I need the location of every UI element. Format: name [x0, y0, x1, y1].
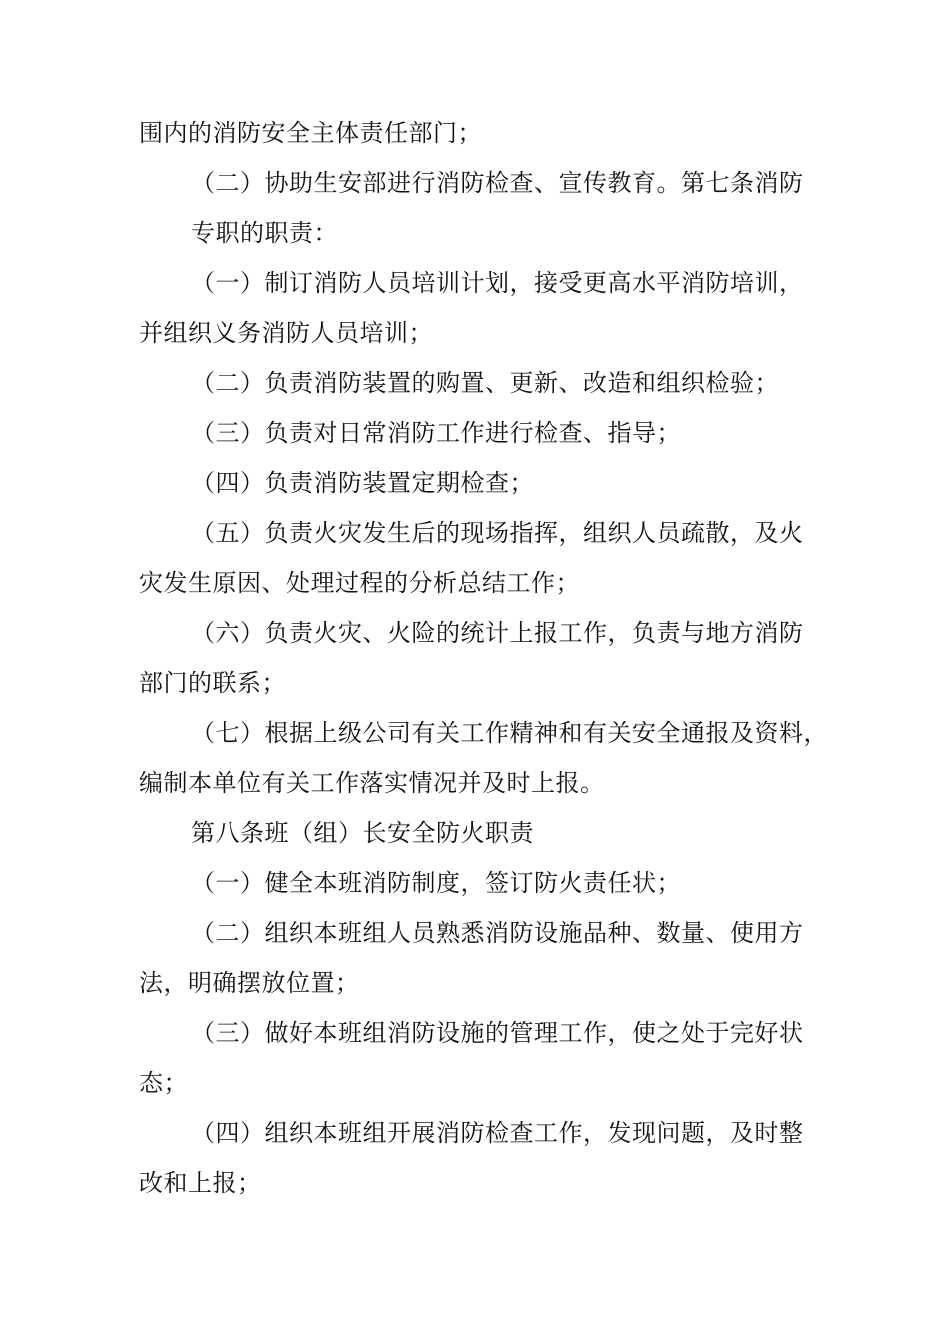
text-line: 部门的联系；: [139, 669, 286, 697]
text-line: 法，明确摆放位置；: [139, 969, 360, 997]
text-line: （六）负责火灾、火险的统计上报工作，负责与地方消防: [191, 619, 804, 647]
text-line: 态；: [139, 1069, 188, 1097]
text-line: （二）负责消防装置的购置、更新、改造和组织检验；: [191, 369, 779, 397]
text-line: （三）负责对日常消防工作进行检查、指导；: [191, 419, 681, 447]
text-line: （一）健全本班消防制度，签订防火责任状；: [191, 869, 681, 897]
text-line: （七）根据上级公司有关工作精神和有关安全通报及资料，: [191, 719, 828, 747]
text-line: 并组织义务消防人员培训；: [139, 319, 433, 347]
text-line: （四）组织本班组开展消防检查工作，发现问题，及时整: [191, 1119, 804, 1147]
text-line: （二）协助生安部进行消防检查、宣传教育。第七条消防: [191, 169, 804, 197]
text-line: （三）做好本班组消防设施的管理工作，使之处于完好状: [191, 1019, 804, 1047]
text-line: 编制本单位有关工作落实情况并及时上报。: [139, 769, 605, 797]
section-heading: 第八条班（组）长安全防火职责: [191, 819, 534, 847]
text-line: （四）负责消防装置定期检查；: [191, 469, 534, 497]
text-line: 改和上报；: [139, 1169, 262, 1197]
text-line: （二）组织本班组人员熟悉消防设施品种、数量、使用方: [191, 919, 804, 947]
text-line: （一）制订消防人员培训计划，接受更高水平消防培训，: [191, 269, 804, 297]
text-line: 专职的职责：: [191, 219, 338, 247]
text-line: （五）负责火灾发生后的现场指挥，组织人员疏散，及火: [191, 519, 804, 547]
text-line: 围内的消防安全主体责任部门；: [139, 119, 482, 147]
text-line: 灾发生原因、处理过程的分析总结工作；: [139, 569, 580, 597]
